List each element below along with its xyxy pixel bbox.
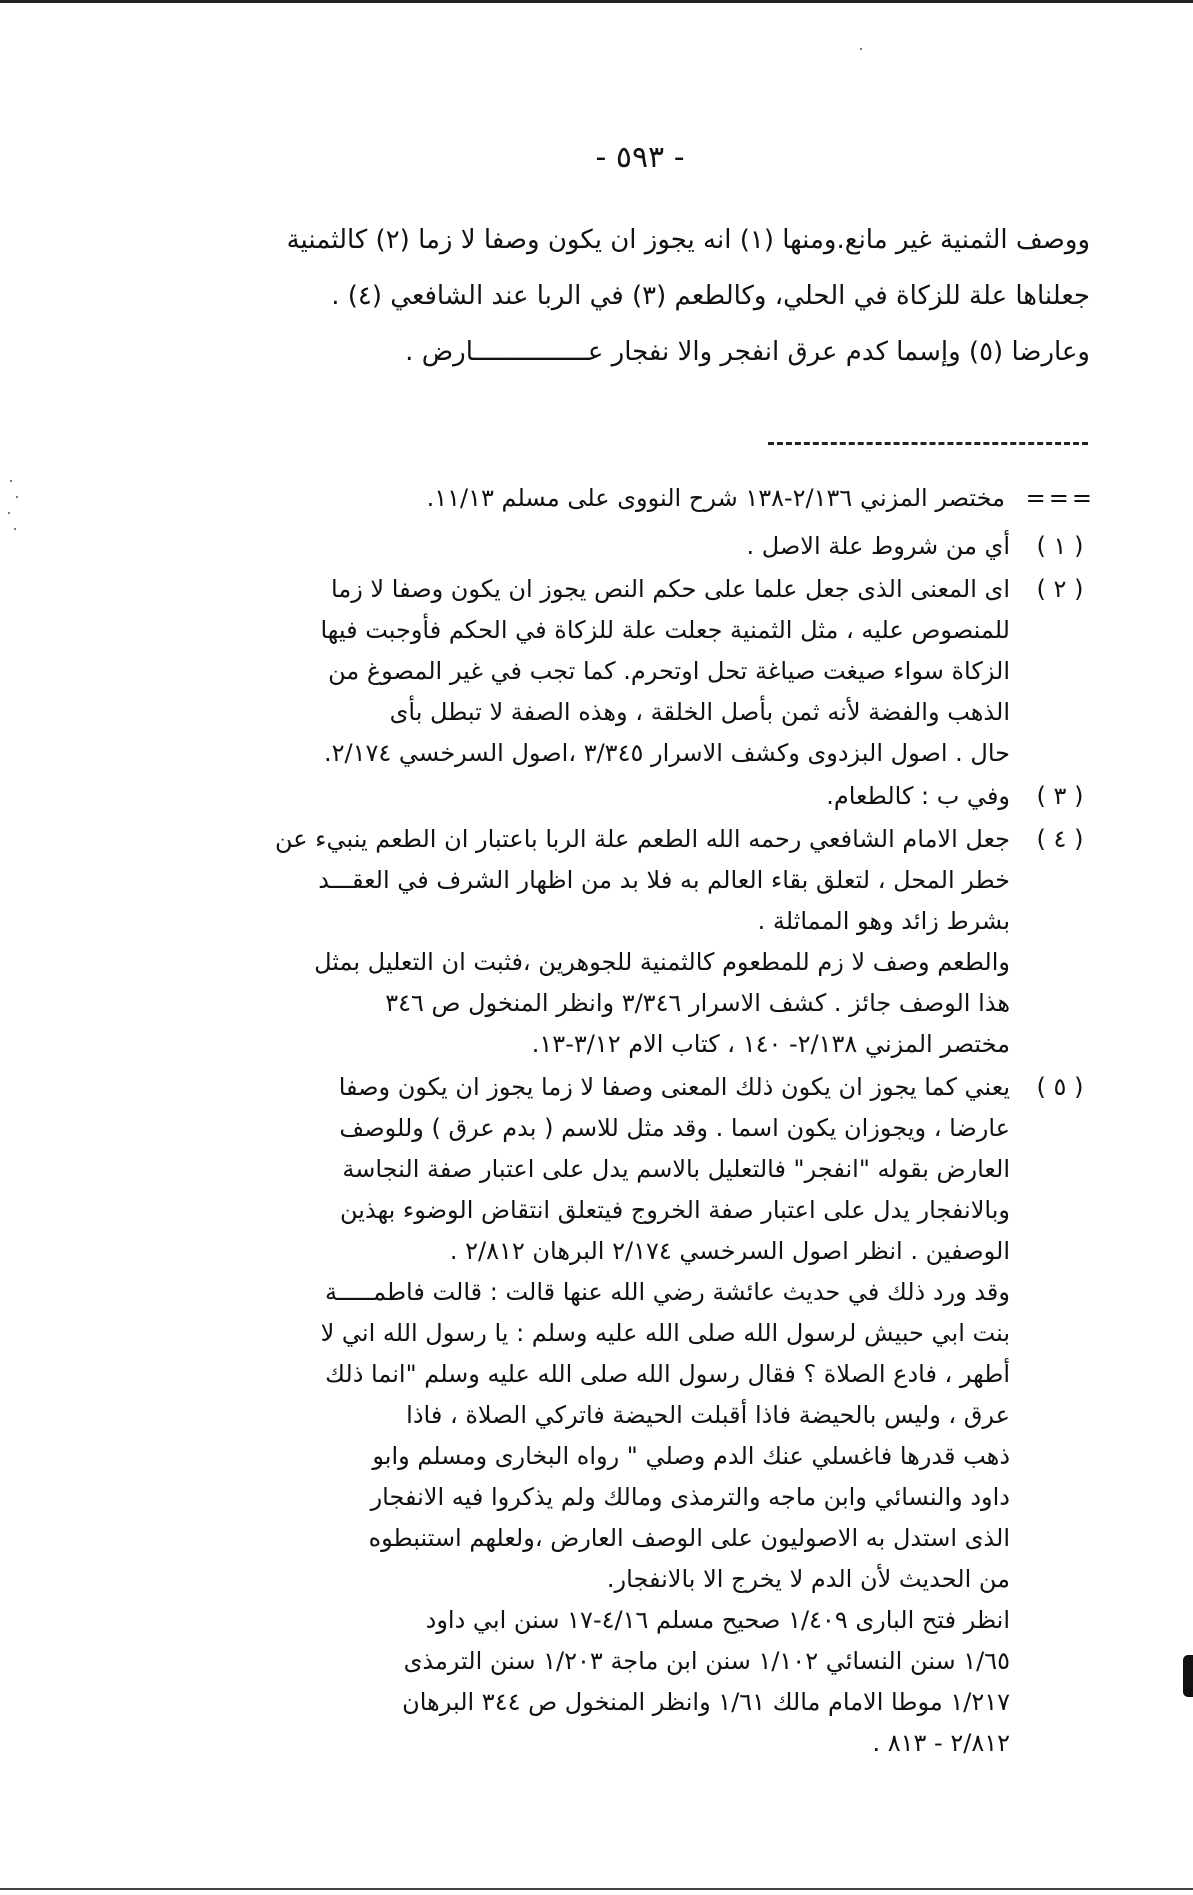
footnote-line: وقد ورد ذلك في حديث عائشة رضي الله عنها قالت : قالت فاطمـــــة	[325, 1278, 1010, 1306]
footnote-source-text: مختصر المزني ٢/١٣٦-١٣٨ شرح النووى على مسلم ١١/١٣.	[426, 484, 1005, 512]
footnote-line: انظر فتح البارى ١/٤٠٩ صحيح مسلم ٤/١٦-١٧ سنن ابي داود	[425, 1606, 1010, 1634]
footnote-1	[128, 526, 1090, 567]
footnote-line: بشرط زائد وهو المماثلة .	[757, 907, 1010, 935]
scan-speck	[16, 496, 18, 498]
footnote-source-marker: ===	[1025, 484, 1095, 512]
footnote-separator	[768, 442, 1088, 445]
main-text-block	[225, 212, 1090, 380]
footnote-number: ( ٣ )	[1036, 782, 1084, 810]
footnote-line: والطعم وصف لا زم للمطعوم كالثمنية للجوهرين ،فثبت ان التعليل بمثل	[314, 948, 1010, 976]
page-number: - ٥٩٣ -	[595, 140, 685, 175]
footnote-number: ( ١ )	[1036, 532, 1084, 560]
footnote-4	[128, 819, 1090, 1065]
footnote-line: اى المعنى الذى جعل علما على حكم النص يجوز ان يكون وصفا لا زما	[331, 575, 1010, 603]
footnote-number: ( ٤ )	[1036, 825, 1084, 853]
footnote-line: حال . اصول البزدوى وكشف الاسرار ٣/٣٤٥ ،اصول السرخسي ٢/١٧٤.	[324, 739, 1010, 767]
footnote-line: بنت ابي حبيش لرسول الله صلى الله عليه وسلم : يا رسول الله اني لا	[320, 1319, 1010, 1347]
footnote-line: الذى استدل به الاصوليون على الوصف العارض ،ولعلهم استنبطوه	[368, 1524, 1010, 1552]
scan-speck	[14, 528, 16, 530]
footnote-line: الوصفين . انظر اصول السرخسي ٢/١٧٤ البرهان ٢/٨١٢ .	[449, 1237, 1010, 1265]
footnote-number: ( ٥ )	[1036, 1073, 1084, 1101]
footnote-line: أي من شروط علة الاصل .	[746, 532, 1010, 560]
footnote-line: الزكاة سواء صيغت صياغة تحل اوتحرم. كما تجب في غير المصوغ من	[328, 657, 1010, 685]
footnote-line: ١/٦٥ سنن النسائي ١/١٠٢ سنن ابن ماجة ١/٢٠٣ سنن الترمذى	[403, 1647, 1010, 1675]
footnote-source-line	[255, 484, 1095, 524]
scan-speck	[860, 48, 862, 50]
footnote-line: الذهب والفضة لأنه ثمن بأصل الخلقة ، وهذه الصفة لا تبطل بأى	[389, 698, 1010, 726]
footnote-number: ( ٢ )	[1036, 575, 1084, 603]
footnote-line: هذا الوصف جائز . كشف الاسرار ٣/٣٤٦ وانظر المنخول ص ٣٤٦	[385, 989, 1010, 1017]
footnote-line: ١/٢١٧ موطا الامام مالك ١/٦١ وانظر المنخول ص ٣٤٤ البرهان	[402, 1688, 1010, 1716]
footnote-line: عرق ، وليس بالحيضة فاذا أقبلت الحيضة فاتركي الصلاة ، فاذا	[406, 1401, 1010, 1429]
footnote-line: خطر المحل ، لتعلق بقاء العالم به فلا بد من اظهار الشرف في العقـــد	[318, 866, 1010, 894]
footnote-line: أطهر ، فادع الصلاة ؟ فقال رسول الله صلى الله عليه وسلم "انما ذلك	[325, 1360, 1010, 1388]
footnote-line: عارضا ، ويجوزان يكون اسما . وقد مثل للاسم ( بدم عرق ) وللوصف	[339, 1114, 1010, 1142]
footnote-line: ذهب قدرها فاغسلي عنك الدم وصلي " رواه البخارى ومسلم وابو	[372, 1442, 1010, 1470]
footnote-line: داود والنسائي وابن ماجه والترمذى ومالك ولم يذكروا فيه الانفجار	[370, 1483, 1010, 1511]
scan-edge-mark	[1183, 1655, 1193, 1697]
top-page-edge	[0, 0, 1193, 3]
footnote-3	[128, 776, 1090, 817]
scan-speck	[10, 480, 12, 482]
main-text-line: وعارضا (٥) وإسما كدم عرق انفجر والا نفجار عـــــــــــــــارض .	[405, 337, 1090, 367]
footnote-line: العارض بقوله "انفجر" فالتعليل بالاسم يدل على اعتبار صفة النجاسة	[342, 1155, 1010, 1183]
footnote-line: ٢/٨١٢ - ٨١٣ .	[872, 1729, 1010, 1757]
footnotes	[128, 526, 1090, 1766]
main-text-line: جعلناها علة للزكاة في الحلي، وكالطعم (٣) في الربا عند الشافعي (٤) .	[331, 281, 1090, 311]
footnote-5	[128, 1067, 1090, 1764]
footnote-line: من الحديث لأن الدم لا يخرج الا بالانفجار.	[606, 1565, 1010, 1593]
footnote-line: للمنصوص عليه ، مثل الثمنية جعلت علة للزكاة في الحكم فأوجبت فيها	[320, 616, 1010, 644]
footnote-line: وفي ب : كالطعام.	[826, 782, 1010, 810]
scan-speck	[8, 512, 10, 514]
footnote-2	[128, 569, 1090, 774]
main-text-line: ووصف الثمنية غير مانع.ومنها (١) انه يجوز ان يكون وصفا لا زما (٢) كالثمنية	[286, 225, 1090, 255]
footnote-line: مختصر المزني ٢/١٣٨- ١٤٠ ، كتاب الام ٣/١٢-١٣.	[531, 1030, 1010, 1058]
bottom-page-edge	[0, 1888, 1193, 1890]
footnote-line: جعل الامام الشافعي رحمه الله الطعم علة الربا باعتبار ان الطعم ينبيء عن	[274, 825, 1010, 853]
footnote-line: يعني كما يجوز ان يكون ذلك المعنى وصفا لا زما يجوز ان يكون وصفا	[338, 1073, 1010, 1101]
footnote-line: وبالانفجار يدل على اعتبار صفة الخروج فيتعلق انتقاض الوضوء بهذين	[340, 1196, 1010, 1224]
